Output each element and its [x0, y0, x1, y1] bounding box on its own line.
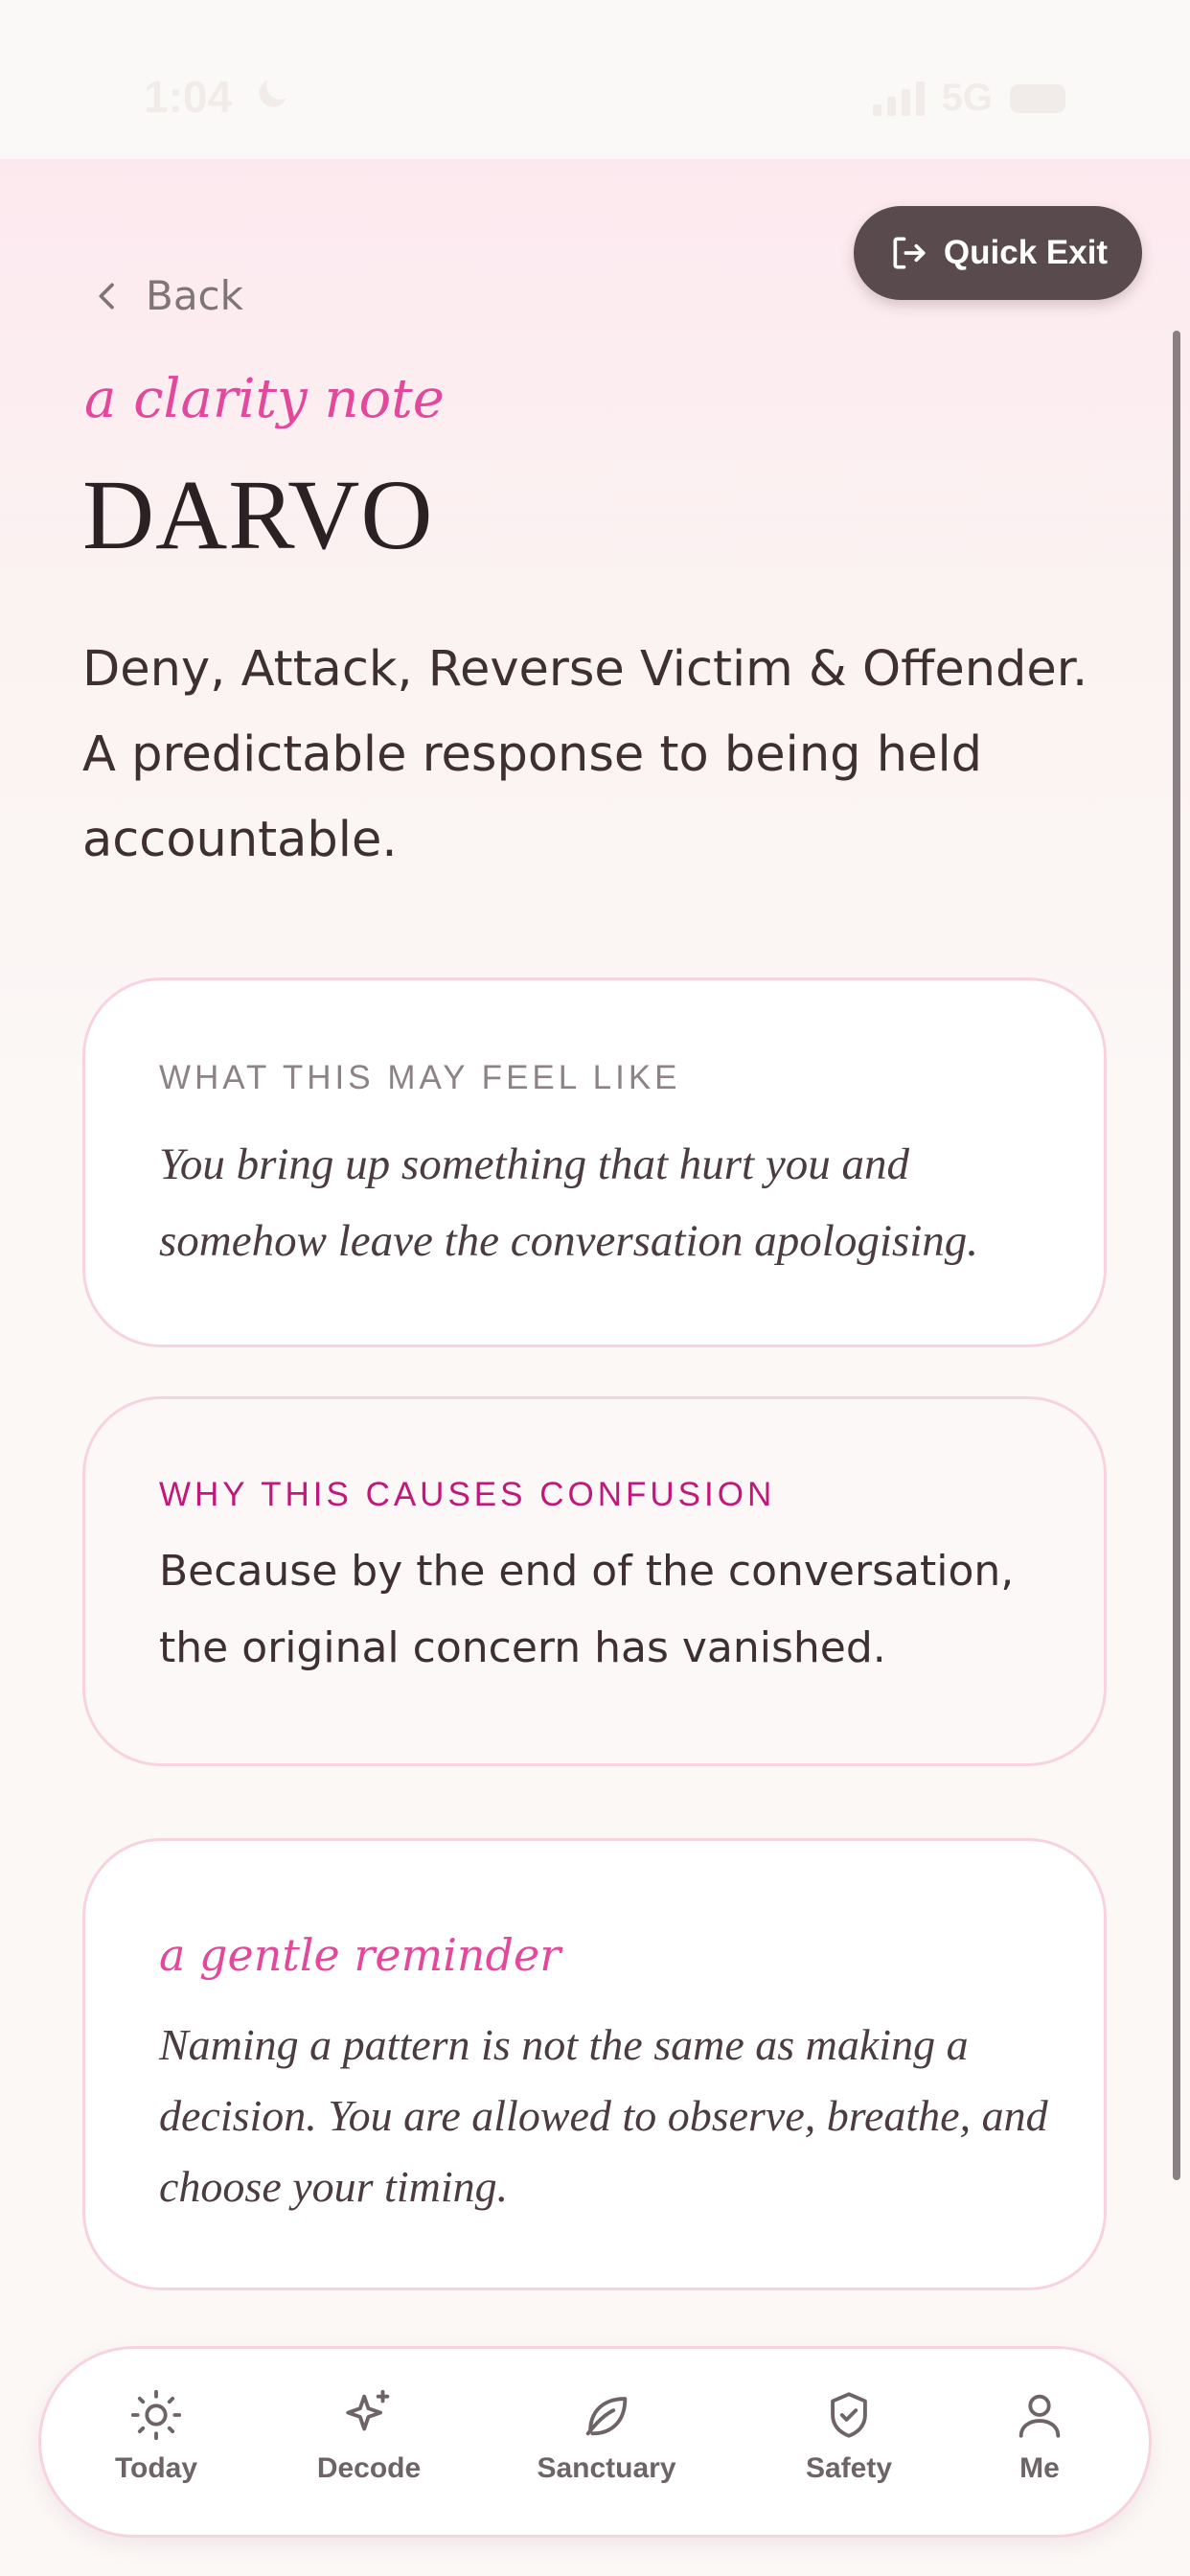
tab-sanctuary[interactable] [520, 2387, 693, 2485]
bottom-tab-bar [38, 2346, 1152, 2538]
shield-check-icon [821, 2387, 877, 2443]
page-title: DARVO [82, 460, 434, 570]
status-bar [0, 0, 1190, 159]
tab-safety[interactable] [782, 2387, 916, 2485]
confusion-card [82, 1396, 1107, 1766]
feel-card-text: You bring up something that hurt you and somehow leave the conversation apologising. [159, 1139, 978, 1266]
user-icon [1012, 2387, 1067, 2443]
leaf-icon [579, 2387, 634, 2443]
back-button[interactable] [88, 272, 243, 319]
tab-today[interactable] [89, 2387, 223, 2485]
exit-icon [888, 232, 930, 274]
reminder-card-label: a gentle reminder [159, 1929, 561, 1981]
confusion-card-text: Because by the end of the conversation, the original concern has vanished. [159, 1547, 1015, 1672]
back-label: Back [146, 272, 243, 319]
moon-icon [251, 73, 293, 115]
sparkles-icon [341, 2387, 397, 2443]
network-label: 5G [941, 77, 993, 119]
scrollbar[interactable] [1173, 331, 1180, 2180]
signal-icon [873, 81, 925, 116]
feel-card-label: WHAT THIS MAY FEEL LIKE [159, 1059, 681, 1096]
confusion-card-label: WHY THIS CAUSES CONFUSION [159, 1476, 776, 1513]
eyebrow-text: a clarity note [84, 368, 445, 430]
page-description: Deny, Attack, Reverse Victim & Offender. A predictable response to being held accountable. [82, 641, 1088, 868]
battery-icon [1010, 84, 1065, 113]
tab-me[interactable] [982, 2387, 1097, 2485]
quick-exit-button[interactable] [854, 206, 1142, 300]
quick-exit-label: Quick Exit [943, 234, 1109, 271]
reminder-card-text: Naming a pattern is not the same as making a decision. You are allowed to observe, breathe, and choose your timing. [159, 2020, 1048, 2211]
sun-icon [128, 2387, 184, 2443]
feel-card [82, 978, 1107, 1347]
tab-decode-label: Decode [316, 2452, 422, 2484]
tab-safety-label: Safety [805, 2452, 893, 2484]
status-indicators [873, 77, 1065, 120]
reminder-card [82, 1838, 1107, 2290]
tab-me-label: Me [1019, 2452, 1060, 2484]
tab-decode[interactable] [302, 2387, 436, 2485]
tab-sanctuary-label: Sanctuary [537, 2452, 676, 2484]
tab-today-label: Today [114, 2452, 198, 2484]
status-time: 1:04 [144, 72, 233, 122]
chevron-left-icon [88, 277, 126, 315]
